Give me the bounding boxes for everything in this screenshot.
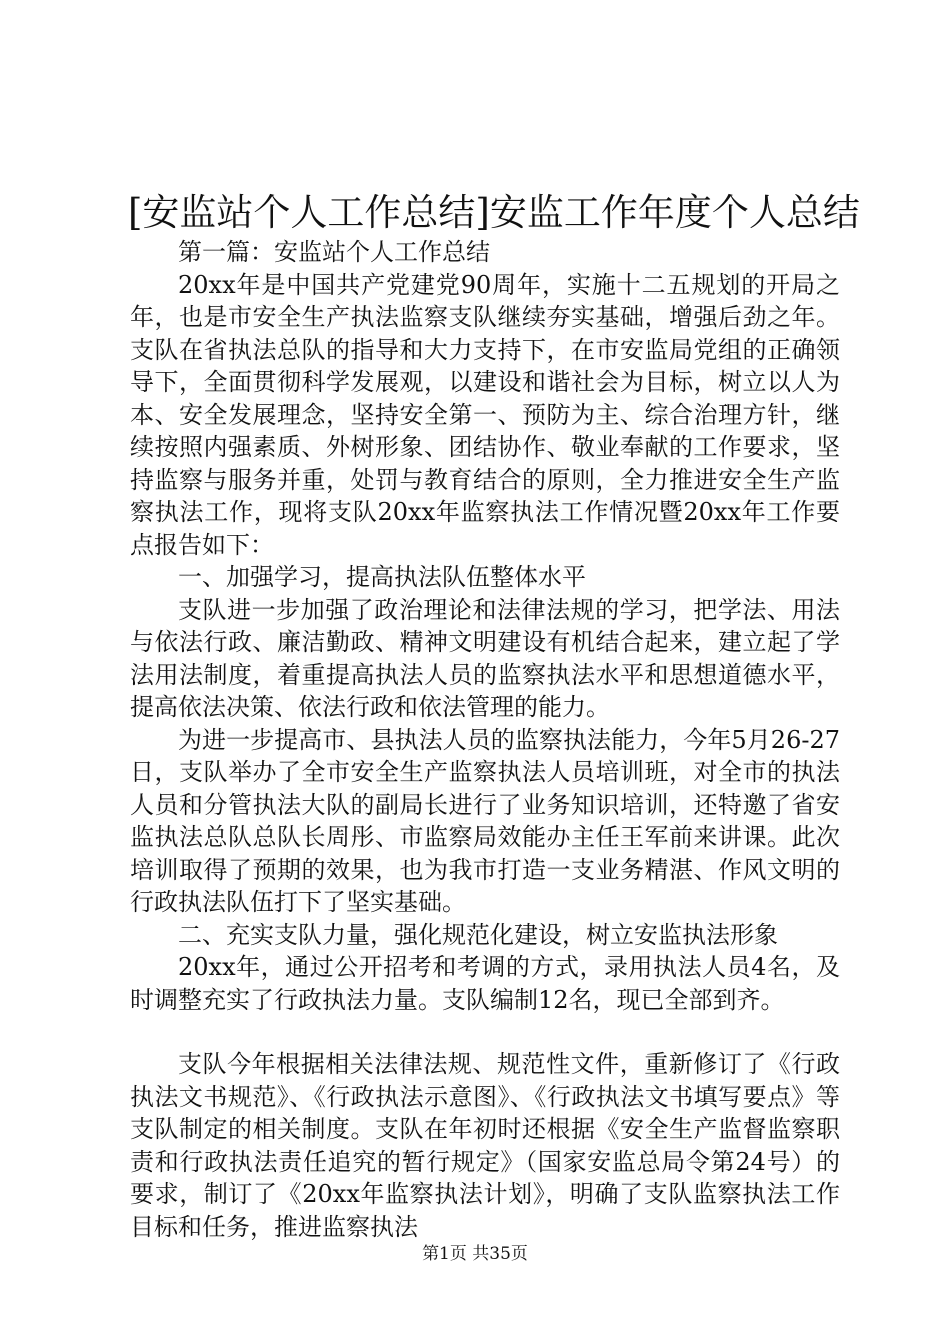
page-number-footer: 第1页 共35页 — [422, 1244, 528, 1264]
paragraph: 20xx年，通过公开招考和考调的方式，录用执法人员4名，及时调整充实了行政执法力量。支队编制12名，现已全部到齐。 — [130, 953, 840, 1014]
document-title: [安监站个人工作总结]安监工作年度个人总结 — [128, 191, 860, 234]
paragraph: 支队今年根据相关法律法规、规范性文件，重新修订了《行政执法文书规范》、《行政执法示意图》、《行政执法文书填写要点》等支队制定的相关制度。支队在年初时还根据《安全生产监督监察职责和行政执法责任追究的暂行规定》（国家安监总局令第24号）的要求，制订了《20xx年监察执法计划》，明确了支队监察执法工作目标和任务，推进监察执法 — [130, 1050, 840, 1241]
paragraph: 20xx年是中国共产党建党90周年，实施十二五规划的开局之年，也是市安全生产执法监察支队继续夯实基础，增强后劲之年。支队在省执法总队的指导和大力支持下，在市安监局党组的正确领导下，全面贯彻科学发展观，以建设和谐社会为目标，树立以人为本、安全发展理念，坚持安全第一、预防为主、综合治理方针，继续按照内强素质、外树形象、团结协作、敬业奉献的工作要求，坚持监察与服务并重，处罚与教育结合的原则，全力推进安全生产监察执法工作，现将支队20xx年监察执法工作情况暨20xx年工作要点报告如下： — [130, 270, 840, 559]
paragraph-section-heading: 第一篇：安监站个人工作总结 — [178, 238, 490, 266]
document-body — [130, 236, 840, 1243]
paragraph: 支队进一步加强了政治理论和法律法规的学习，把学法、用法与依法行政、廉洁勤政、精神文明建设有机结合起来，建立起了学法用法制度，着重提高执法人员的监察执法水平和思想道德水平，提高依法决策、依法行政和依法管理的能力。 — [130, 595, 840, 721]
paragraph-heading-2: 二、充实支队力量，强化规范化建设，树立安监执法形象 — [178, 920, 778, 949]
paragraph: 为进一步提高市、县执法人员的监察执法能力，今年5月26-27日，支队举办了全市安全生产监察执法人员培训班，对全市的执法人员和分管执法大队的副局长进行了业务知识培训，还特邀了省安监执法总队总队长周彤、市监察局效能办主任王军前来讲课。此次培训取得了预期的效果，也为我市打造一支业务精湛、作风文明的行政执法队伍打下了坚实基础。 — [130, 725, 840, 916]
paragraph-spacer — [130, 1016, 840, 1048]
paragraph-heading-1: 一、加强学习，提高执法队伍整体水平 — [178, 563, 586, 591]
